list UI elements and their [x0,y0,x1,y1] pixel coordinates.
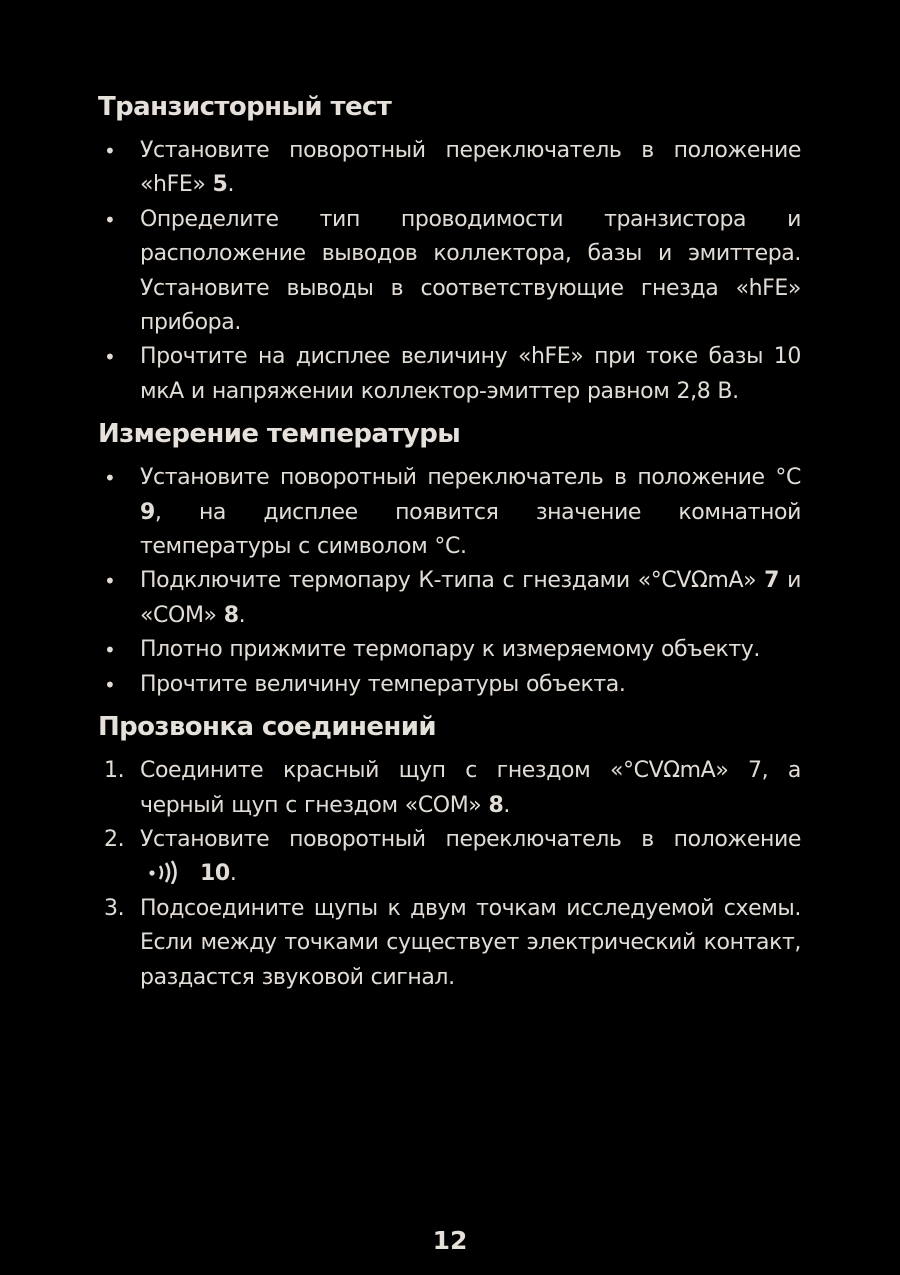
bullet-mark: • [104,672,116,697]
list-item: 3. Подсоедините щупы к двум точкам исследуемой схемы. Если между точками существует электрический контакт, раздастся звуковой сигнал. [98,892,801,995]
list-item: • Прочтите величину температуры объекта. [98,668,801,702]
bullet-mark: • [104,466,116,491]
list-item: • Подключите термопару К-типа с гнездами «°CVΩmA» 7 и «COM» 8. [98,564,801,633]
bullet-list [98,134,801,409]
list-item: 1. Соедините красный щуп с гнездом «°CVΩmA» 7, а черный щуп с гнездом «COM» 8. [98,754,801,823]
list-item: • Определите тип проводимости транзистора и расположение выводов коллектора, базы и эмиттера. Установите выводы в соответствующие гнезда «hFE» прибора. [98,203,801,341]
item-number: 1. [104,758,125,784]
item-number: 2. [104,826,125,852]
bullet-mark: • [104,569,116,594]
bullet-mark: • [104,345,116,370]
section-title: Транзисторный тест [98,92,392,122]
bullet-mark: • [104,207,116,232]
section-transistor-test [98,90,801,409]
list-item: • Установите поворотный переключатель в положение «hFE» 5. [98,134,801,203]
section-temperature [98,417,801,702]
item-number: 3. [104,895,125,921]
bullet-list [98,461,801,702]
list-item: 2. Установите поворотный переключатель в положение10. [98,823,801,892]
section-title: Измерение температуры [98,419,461,450]
bullet-mark: • [104,638,116,663]
section-title: Прозвонка соединений [98,712,436,743]
continuity-beep-icon [148,860,178,884]
page-number: 12 [432,1226,468,1255]
numbered-list [98,754,801,995]
list-item: • Плотно прижмите термопару к измеряемому объекту. [98,633,801,667]
list-item: • Установите поворотный переключатель в положение °C 9, на дисплее появится значение комнатной температуры с символом °C. [98,461,801,564]
list-item: • Прочтите на дисплее величину «hFE» при токе базы 10 мкА и напряжении коллектор-эмиттер равном 2,8 В. [98,340,801,409]
bullet-mark: • [104,139,116,163]
manual-page [98,90,801,1003]
section-continuity [98,710,801,995]
